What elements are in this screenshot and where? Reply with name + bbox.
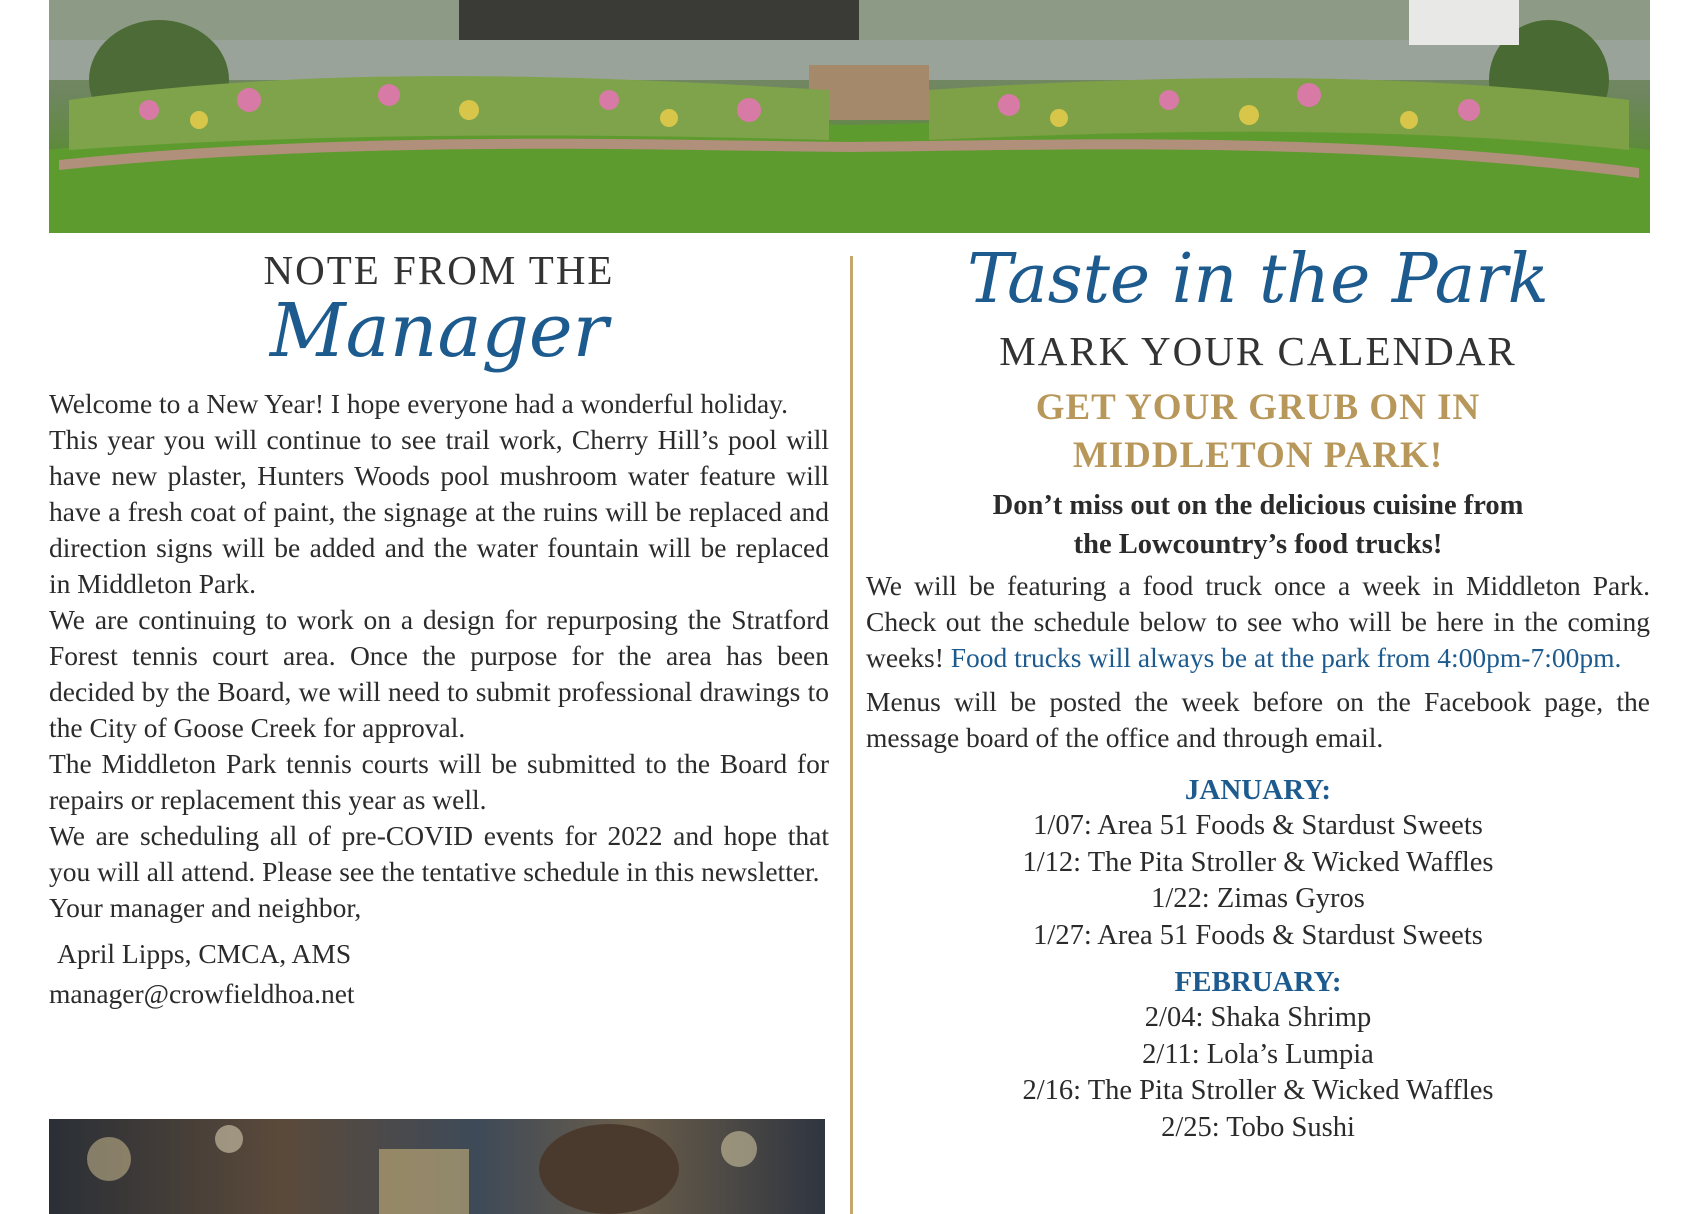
note-paragraph: Welcome to a New Year! I hope everyone had a wonderful holiday. [49,388,789,419]
signature-email[interactable]: manager@crowfieldhoa.net [49,978,355,1009]
schedule-item: 1/12: The Pita Stroller & Wicked Waffles [1022,846,1494,878]
schedule-item: 1/22: Zimas Gyros [1151,883,1365,914]
taste-intro [866,568,1650,676]
tagline-line2: the Lowcountry’s food trucks! [1073,529,1443,560]
note-title: NOTE FROM THE [263,247,615,293]
schedule-item: 1/27: Area 51 Foods & Stardust Sweets [1033,919,1483,951]
schedule-item: 2/25: Tobo Sushi [1161,1111,1355,1143]
grub-headline [866,384,1650,480]
note-paragraph: This year you will continue to see trail work, Cherry Hill’s pool will have new plaster, Hunters Woods pool mushroom water feature will have a fresh coat of paint, the signage at the ruins will be replaced and direction signs will be added and the water fountain will be replaced in Middleton Park. [49,424,829,599]
schedule-february [866,1000,1650,1146]
taste-script-title: Taste in the Park [967,240,1549,319]
schedule-item: 2/11: Lola’s Lumpia [1142,1038,1374,1070]
manager-note-section [49,248,829,1012]
schedule-item: 2/04: Shaka Shrimp [1144,1002,1372,1033]
month-heading-january: JANUARY: [1184,774,1332,806]
tagline [866,486,1650,564]
month-heading-february: FEBRUARY: [1174,966,1342,998]
note-paragraph: We are scheduling all of pre-COVID events for 2022 and hope that you will all attend. Please see the tentative schedule in this newsletter. [49,820,829,887]
grub-headline-line2: MIDDLETON PARK! [1072,435,1444,476]
signature-name: April Lipps, CMCA, AMS [57,938,352,969]
taste-in-park-section [866,240,1650,1146]
note-paragraph: The Middleton Park tennis courts will be submitted to the Board for repairs or replacement this year as well. [49,748,829,815]
manager-note-body [49,386,829,926]
celebration-photo [49,1119,825,1214]
note-script-title: Manager [269,288,609,374]
schedule-january [866,808,1650,954]
mark-calendar-subtitle: MARK YOUR CALENDAR [999,328,1517,374]
menus-note: Menus will be posted the week before on the Facebook page, the message board of the office and through email. [866,686,1650,753]
tagline-line1: Don’t miss out on the delicious cuisine from [992,490,1524,521]
schedule-item: 2/16: The Pita Stroller & Wicked Waffles [1022,1075,1494,1106]
schedule-item: 1/07: Area 51 Foods & Stardust Sweets [1033,810,1483,841]
hero-garden-photo [49,0,1650,233]
note-paragraph: We are continuing to work on a design for repurposing the Stratford Forest tennis court area. Once the purpose for the area has been decided by the Board, we will need to submit professional drawings to the City of Goose Creek for approval. [49,604,829,743]
note-paragraph: Your manager and neighbor, [49,892,362,923]
intro-text: We will be featuring a food truck once a week in Middleton Park. Check out the schedule below to see who will be here in the coming weeks! [866,570,1650,673]
intro-highlight: Food trucks will always be at the park from 4:00pm-7:00pm. [950,642,1622,673]
grub-headline-line1: GET YOUR GRUB ON IN [1035,387,1481,428]
column-divider [850,256,853,1214]
